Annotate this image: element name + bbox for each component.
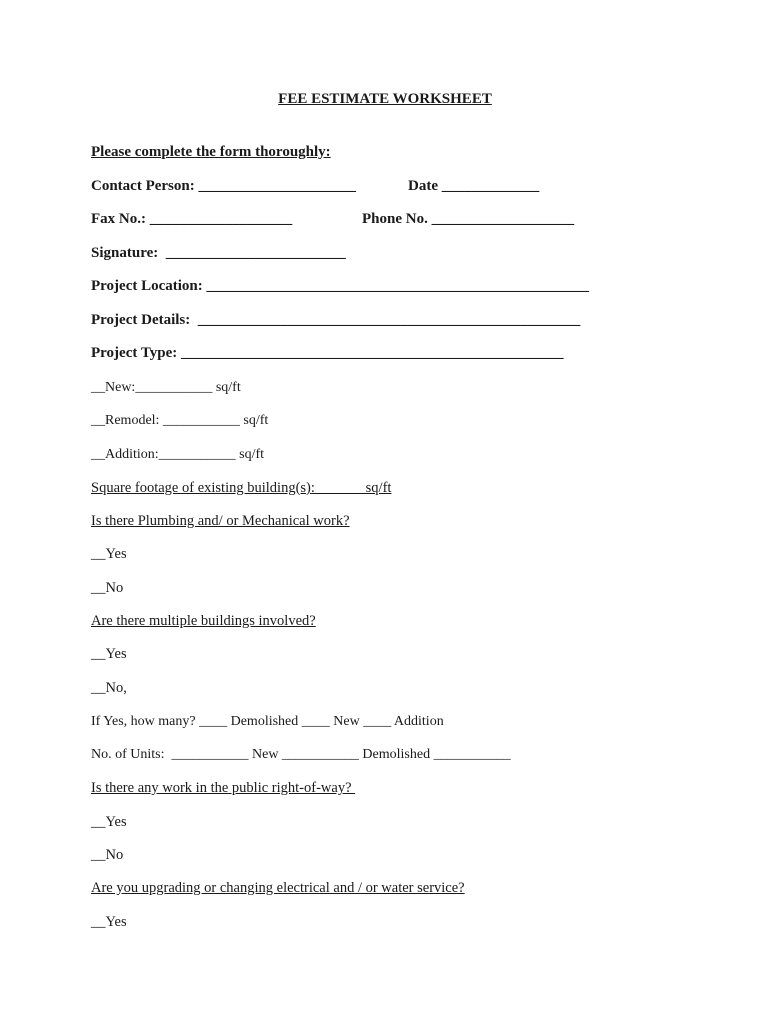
- contact-person-field: Contact Person: _____________________: [91, 178, 356, 194]
- plumbing-question: Is there Plumbing and/ or Mechanical work?: [91, 513, 350, 529]
- electrical-yes-option: __Yes: [91, 914, 127, 930]
- plumbing-yes-option: __Yes: [91, 546, 127, 562]
- project-type-field: Project Type: ___________________________________________________: [91, 345, 564, 361]
- multiple-buildings-question: Are there multiple buildings involved?: [91, 613, 316, 629]
- public-yes-option: __Yes: [91, 814, 127, 830]
- signature-field: Signature: ________________________: [91, 245, 346, 261]
- project-details-field: Project Details: ___________________________________________________: [91, 312, 581, 328]
- document-title: FEE ESTIMATE WORKSHEET: [278, 91, 492, 107]
- multiple-no-option: __No,: [91, 680, 127, 696]
- date-field: Date _____________: [408, 178, 540, 194]
- plumbing-no-option: __No: [91, 580, 124, 596]
- new-sqft-field: __New:___________ sq/ft: [91, 380, 241, 395]
- addition-sqft-field: __Addition:___________ sq/ft: [91, 447, 265, 462]
- electrical-water-question: Are you upgrading or changing electrical and / or water service?: [91, 880, 465, 896]
- multiple-yes-option: __Yes: [91, 646, 127, 662]
- fax-field: Fax No.: ___________________: [91, 211, 293, 227]
- remodel-sqft-field: __Remodel: ___________ sq/ft: [91, 413, 269, 428]
- number-of-units-field: No. of Units: ___________ New ___________ Demolished ___________: [91, 747, 511, 762]
- project-location-field: Project Location: ___________________________________________________: [91, 278, 590, 294]
- if-yes-how-many-field: If Yes, how many? ____ Demolished ____ New ____ Addition: [91, 714, 444, 729]
- public-no-option: __No: [91, 847, 124, 863]
- phone-field: Phone No. ___________________: [362, 211, 575, 227]
- public-right-of-way-question: Is there any work in the public right-of-way?: [91, 780, 356, 796]
- instruction-heading: Please complete the form thoroughly:: [91, 144, 331, 160]
- existing-square-footage-field: Square footage of existing building(s): sq/ft: [91, 480, 392, 496]
